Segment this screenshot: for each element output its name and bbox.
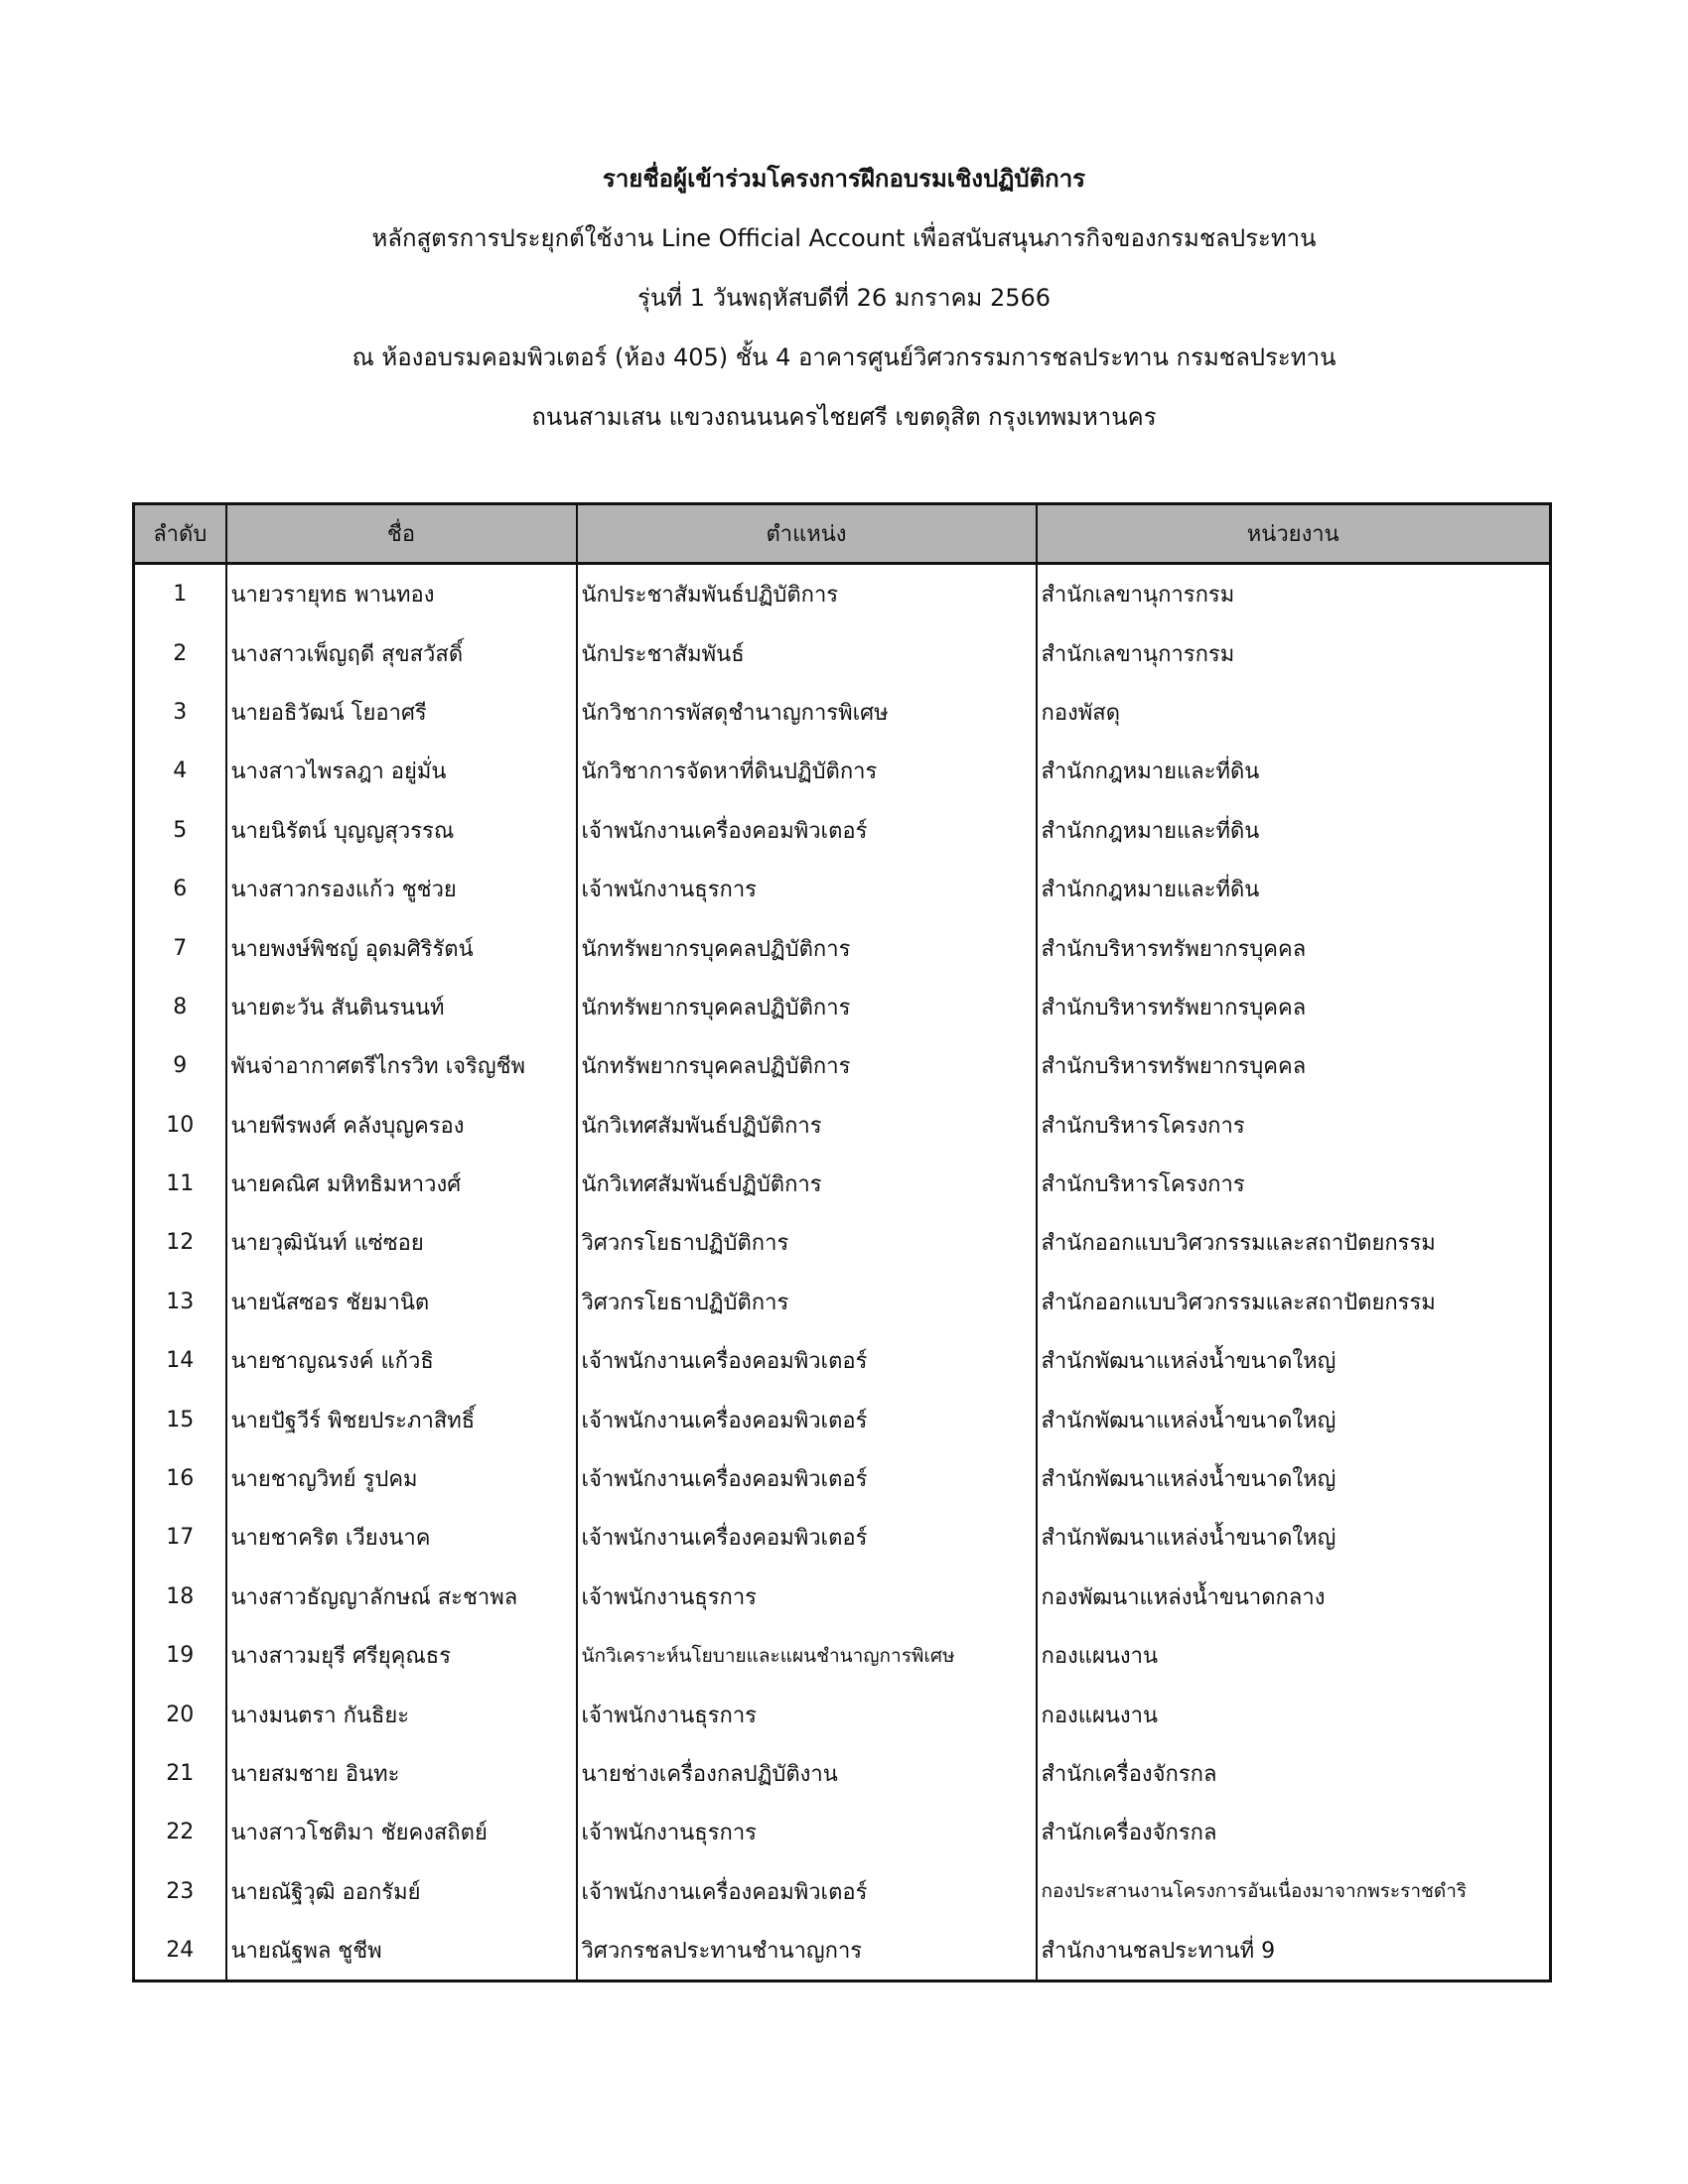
- cell-name: นายนิรัตน์ บุญญสุวรรณ: [226, 801, 577, 860]
- cell-unit: สำนักบริหารทรัพยากรบุคคล: [1037, 1036, 1551, 1095]
- cell-unit: สำนักบริหารโครงการ: [1037, 1155, 1551, 1213]
- cell-unit: สำนักเครื่องจักรกล: [1037, 1744, 1551, 1803]
- table-row: [134, 860, 1551, 918]
- column-header-position: ตำแหน่ง: [577, 504, 1037, 564]
- table-row: [134, 1568, 1551, 1626]
- cell-number: 15: [134, 1390, 226, 1448]
- cell-position: นักวิเทศสัมพันธ์ปฏิบัติการ: [577, 1096, 1037, 1155]
- cell-name: นางสาวไพรลฎา อยู่มั่น: [226, 742, 577, 800]
- cell-position: นักวิเทศสัมพันธ์ปฏิบัติการ: [577, 1155, 1037, 1213]
- cell-name: นายปัฐวีร์ พิชยประภาสิทธิ์: [226, 1390, 577, 1448]
- cell-unit: สำนักบริหารโครงการ: [1037, 1096, 1551, 1155]
- cell-name: นายชาญณรงค์ แก้วธิ: [226, 1331, 577, 1390]
- table-body: [134, 564, 1551, 1981]
- cell-number: 16: [134, 1449, 226, 1508]
- table-row: [134, 683, 1551, 742]
- table-row: [134, 623, 1551, 682]
- cell-name: นายณัฐพล ชูชีพ: [226, 1921, 577, 1981]
- cell-name: นายพีรพงศ์ คลังบุญครอง: [226, 1096, 577, 1155]
- table-header-row: [134, 504, 1551, 564]
- table-row: [134, 1331, 1551, 1390]
- cell-number: 13: [134, 1273, 226, 1331]
- cell-name: นายสมชาย อินทะ: [226, 1744, 577, 1803]
- cell-position: เจ้าพนักงานธุรการ: [577, 860, 1037, 918]
- table-row: [134, 1921, 1551, 1981]
- cell-name: นายนัสซอร ชัยมานิต: [226, 1273, 577, 1331]
- cell-position: เจ้าพนักงานเครื่องคอมพิวเตอร์: [577, 1508, 1037, 1567]
- cell-position: เจ้าพนักงานเครื่องคอมพิวเตอร์: [577, 1331, 1037, 1390]
- address: ถนนสามเสน แขวงถนนนครไชยศรี เขตดุสิต กรุงเทพมหานคร: [531, 403, 1157, 431]
- table-row: [134, 978, 1551, 1036]
- cell-position: วิศวกรชลประทานชำนาญการ: [577, 1921, 1037, 1981]
- cell-unit: สำนักเลขานุการกรม: [1037, 564, 1551, 624]
- cell-position: เจ้าพนักงานธุรการ: [577, 1803, 1037, 1861]
- cell-unit: กองแผนงาน: [1037, 1685, 1551, 1743]
- cell-unit: สำนักกฎหมายและที่ดิน: [1037, 742, 1551, 800]
- cell-name: พันจ่าอากาศตรีไกรวิท เจริญชีพ: [226, 1036, 577, 1095]
- cell-name: นางสาวมยุรี ศรียุคุณธร: [226, 1626, 577, 1685]
- cell-unit: กองแผนงาน: [1037, 1626, 1551, 1685]
- cell-unit: สำนักเครื่องจักรกล: [1037, 1803, 1551, 1861]
- column-header-unit: หน่วยงาน: [1037, 504, 1551, 564]
- cell-name: นางสาวโชติมา ชัยคงสถิตย์: [226, 1803, 577, 1861]
- cell-name: นางมนตรา กันธิยะ: [226, 1685, 577, 1743]
- cell-name: นายวุฒินันท์ แซ่ซอย: [226, 1213, 577, 1272]
- cell-position: นักทรัพยากรบุคคลปฏิบัติการ: [577, 918, 1037, 977]
- cell-number: 19: [134, 1626, 226, 1685]
- cell-position: เจ้าพนักงานเครื่องคอมพิวเตอร์: [577, 801, 1037, 860]
- cell-unit: สำนักกฎหมายและที่ดิน: [1037, 801, 1551, 860]
- document-header: [0, 149, 1688, 447]
- cell-number: 7: [134, 918, 226, 977]
- cell-number: 4: [134, 742, 226, 800]
- cell-number: 10: [134, 1096, 226, 1155]
- cell-position: นักวิเคราะห์นโยบายและแผนชำนาญการพิเศษ: [577, 1626, 1037, 1685]
- cell-name: นางสาวธัญญาลักษณ์ สะชาพล: [226, 1568, 577, 1626]
- cell-name: นางสาวกรองแก้ว ชูช่วย: [226, 860, 577, 918]
- cell-position: นายช่างเครื่องกลปฏิบัติงาน: [577, 1744, 1037, 1803]
- cell-number: 20: [134, 1685, 226, 1743]
- cell-name: นายณัฐิวุฒิ ออกรัมย์: [226, 1862, 577, 1921]
- cell-unit: สำนักออกแบบวิศวกรรมและสถาปัตยกรรม: [1037, 1273, 1551, 1331]
- cell-position: เจ้าพนักงานเครื่องคอมพิวเตอร์: [577, 1862, 1037, 1921]
- cell-name: นางสาวเพ็ญฤดี สุขสวัสดิ์: [226, 623, 577, 682]
- table-row: [134, 1862, 1551, 1921]
- cell-number: 1: [134, 564, 226, 624]
- cell-number: 23: [134, 1862, 226, 1921]
- cell-number: 17: [134, 1508, 226, 1567]
- table-row: [134, 1096, 1551, 1155]
- cell-position: วิศวกรโยธาปฏิบัติการ: [577, 1273, 1037, 1331]
- cell-position: เจ้าพนักงานธุรการ: [577, 1685, 1037, 1743]
- cell-unit: สำนักบริหารทรัพยากรบุคคล: [1037, 918, 1551, 977]
- cell-number: 2: [134, 623, 226, 682]
- cell-unit: สำนักงานชลประทานที่ 9: [1037, 1921, 1551, 1981]
- cell-number: 18: [134, 1568, 226, 1626]
- cell-unit: กองประสานงานโครงการอันเนื่องมาจากพระราชดำริ: [1037, 1862, 1551, 1921]
- table-row: [134, 801, 1551, 860]
- cell-number: 9: [134, 1036, 226, 1095]
- table-row: [134, 1803, 1551, 1861]
- cell-position: นักประชาสัมพันธ์ปฏิบัติการ: [577, 564, 1037, 624]
- course-name: หลักสูตรการประยุกต์ใช้งาน Line Official Account เพื่อสนับสนุนภารกิจของกรมชลประทาน: [371, 224, 1317, 252]
- table-row: [134, 1744, 1551, 1803]
- table-row: [134, 1449, 1551, 1508]
- table-row: [134, 742, 1551, 800]
- table-row: [134, 1213, 1551, 1272]
- cell-position: วิศวกรโยธาปฏิบัติการ: [577, 1213, 1037, 1272]
- cell-position: นักวิชาการจัดหาที่ดินปฏิบัติการ: [577, 742, 1037, 800]
- document-title: รายชื่อผู้เข้าร่วมโครงการฝึกอบรมเชิงปฏิบัติการ: [602, 165, 1086, 193]
- table-row: [134, 1390, 1551, 1448]
- cell-number: 6: [134, 860, 226, 918]
- table-row: [134, 1508, 1551, 1567]
- table-row: [134, 1273, 1551, 1331]
- cell-position: นักประชาสัมพันธ์: [577, 623, 1037, 682]
- cell-number: 24: [134, 1921, 226, 1981]
- cell-name: นายชาญวิทย์ รูปคม: [226, 1449, 577, 1508]
- cell-number: 8: [134, 978, 226, 1036]
- cell-position: เจ้าพนักงานธุรการ: [577, 1568, 1037, 1626]
- cell-unit: กองพัฒนาแหล่งน้ำขนาดกลาง: [1037, 1568, 1551, 1626]
- cell-number: 22: [134, 1803, 226, 1861]
- cell-position: นักทรัพยากรบุคคลปฏิบัติการ: [577, 1036, 1037, 1095]
- cell-unit: สำนักเลขานุการกรม: [1037, 623, 1551, 682]
- cell-unit: กองพัสดุ: [1037, 683, 1551, 742]
- cell-name: นายพงษ์พิชญ์ อุดมศิริรัตน์: [226, 918, 577, 977]
- cell-unit: สำนักพัฒนาแหล่งน้ำขนาดใหญ่: [1037, 1508, 1551, 1567]
- cell-unit: สำนักพัฒนาแหล่งน้ำขนาดใหญ่: [1037, 1331, 1551, 1390]
- table-row: [134, 1036, 1551, 1095]
- cell-name: นายอธิวัฒน์ โยอาศรี: [226, 683, 577, 742]
- cell-number: 12: [134, 1213, 226, 1272]
- venue: ณ ห้องอบรมคอมพิวเตอร์ (ห้อง 405) ชั้น 4 อาคารศูนย์วิศวกรรมการชลประทาน กรมชลประทาน: [352, 343, 1336, 371]
- cell-number: 5: [134, 801, 226, 860]
- column-header-number: ลำดับ: [134, 504, 226, 564]
- table-row: [134, 1685, 1551, 1743]
- cell-name: นายตะวัน สันตินรนนท์: [226, 978, 577, 1036]
- table-row: [134, 1626, 1551, 1685]
- column-header-name: ชื่อ: [226, 504, 577, 564]
- cell-unit: สำนักออกแบบวิศวกรรมและสถาปัตยกรรม: [1037, 1213, 1551, 1272]
- session-date: รุ่นที่ 1 วันพฤหัสบดีที่ 26 มกราคม 2566: [636, 284, 1052, 312]
- table-row: [134, 918, 1551, 977]
- cell-number: 14: [134, 1331, 226, 1390]
- cell-position: นักวิชาการพัสดุชำนาญการพิเศษ: [577, 683, 1037, 742]
- cell-name: นายคณิศ มหิทธิมหาวงศ์: [226, 1155, 577, 1213]
- cell-number: 11: [134, 1155, 226, 1213]
- cell-position: เจ้าพนักงานเครื่องคอมพิวเตอร์: [577, 1449, 1037, 1508]
- cell-name: นายวรายุทธ พานทอง: [226, 564, 577, 624]
- cell-unit: สำนักพัฒนาแหล่งน้ำขนาดใหญ่: [1037, 1390, 1551, 1448]
- participant-table: [132, 502, 1552, 1982]
- table-row: [134, 564, 1551, 624]
- cell-unit: สำนักกฎหมายและที่ดิน: [1037, 860, 1551, 918]
- cell-unit: สำนักพัฒนาแหล่งน้ำขนาดใหญ่: [1037, 1449, 1551, 1508]
- cell-number: 3: [134, 683, 226, 742]
- cell-name: นายชาคริต เวียงนาค: [226, 1508, 577, 1567]
- cell-number: 21: [134, 1744, 226, 1803]
- cell-position: เจ้าพนักงานเครื่องคอมพิวเตอร์: [577, 1390, 1037, 1448]
- cell-position: นักทรัพยากรบุคคลปฏิบัติการ: [577, 978, 1037, 1036]
- table-row: [134, 1155, 1551, 1213]
- cell-unit: สำนักบริหารทรัพยากรบุคคล: [1037, 978, 1551, 1036]
